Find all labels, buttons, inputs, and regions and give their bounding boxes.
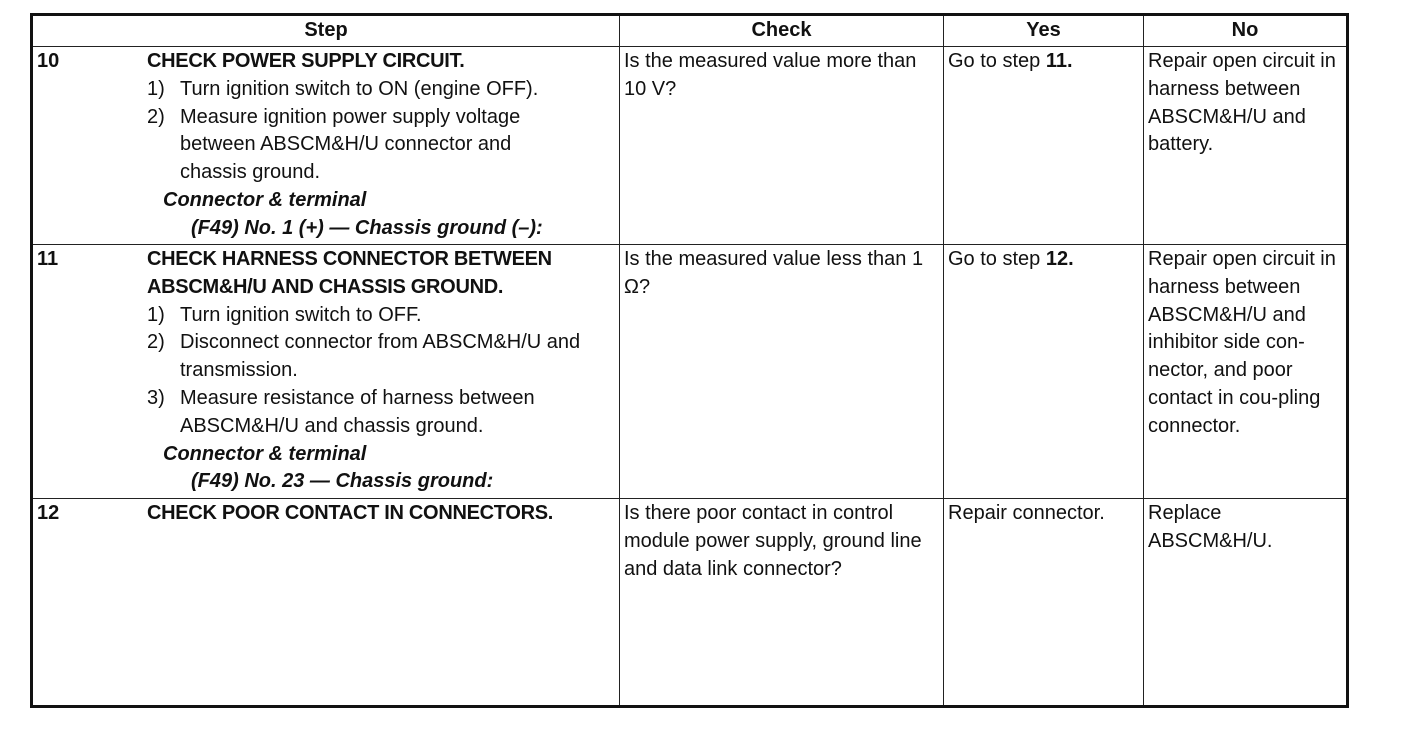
no-cell: Replace ABSCM&H/U. bbox=[1144, 499, 1348, 707]
table-row bbox=[32, 499, 1348, 707]
step-number: 10 bbox=[37, 50, 60, 72]
substep: 2) Measure ignition power supply voltage between ABSCM&H/U connector and chassis ground. bbox=[147, 105, 521, 184]
step-number: 11 bbox=[37, 248, 59, 270]
step-cell bbox=[32, 499, 620, 707]
no-cell: Repair open circuit in harness between ABSCM&H/U and inhibitor side con-nector, and poor contact in cou-pling connector. bbox=[1144, 245, 1348, 499]
no-cell: Repair open circuit in harness between ABSCM&H/U and battery. bbox=[1144, 47, 1348, 245]
yes-cell: Go to step 11. bbox=[944, 47, 1144, 245]
step-title: CHECK POWER SUPPLY CIRCUIT. bbox=[147, 50, 465, 72]
yes-cell: Go to step 12. bbox=[944, 245, 1144, 499]
step-title: CHECK POOR CONTACT IN CONNECTORS. bbox=[147, 502, 554, 524]
table-row bbox=[32, 47, 1348, 245]
header-step: Step bbox=[32, 15, 620, 47]
step-number: 12 bbox=[37, 502, 60, 524]
substep: 3) Measure resistance of harness between ABSCM&H/U and chassis ground. bbox=[147, 386, 535, 437]
check-cell: Is there poor contact in control module power supply, ground line and data link connector? bbox=[620, 499, 944, 707]
header-yes: Yes bbox=[944, 15, 1144, 47]
header-check: Check bbox=[620, 15, 944, 47]
header-no: No bbox=[1144, 15, 1348, 47]
step-title: CHECK HARNESS CONNECTOR BETWEEN ABSCM&H/U AND CHASSIS GROUND. bbox=[147, 248, 552, 298]
step-cell bbox=[32, 245, 620, 499]
connector-label: Connector & terminal bbox=[163, 442, 367, 465]
check-cell: Is the measured value more than 10 V? bbox=[620, 47, 944, 245]
connector-label: Connector & terminal bbox=[163, 188, 367, 211]
connector-value: (F49) No. 23 — Chassis ground: bbox=[191, 470, 494, 493]
connector-value: (F49) No. 1 (+) — Chassis ground (–): bbox=[191, 216, 543, 239]
check-cell: Is the measured value less than 1 Ω? bbox=[620, 245, 944, 499]
substep: 2) Disconnect connector from ABSCM&H/U and transmission. bbox=[147, 331, 581, 382]
header-row bbox=[32, 15, 1348, 47]
table-row bbox=[32, 245, 1348, 499]
step-cell bbox=[32, 47, 620, 245]
diagnostic-table bbox=[30, 13, 1349, 708]
substep: 1) Turn ignition switch to ON (engine OFF). bbox=[147, 77, 539, 100]
yes-cell: Repair connector. bbox=[944, 499, 1144, 707]
substep: 1) Turn ignition switch to OFF. bbox=[147, 303, 422, 326]
